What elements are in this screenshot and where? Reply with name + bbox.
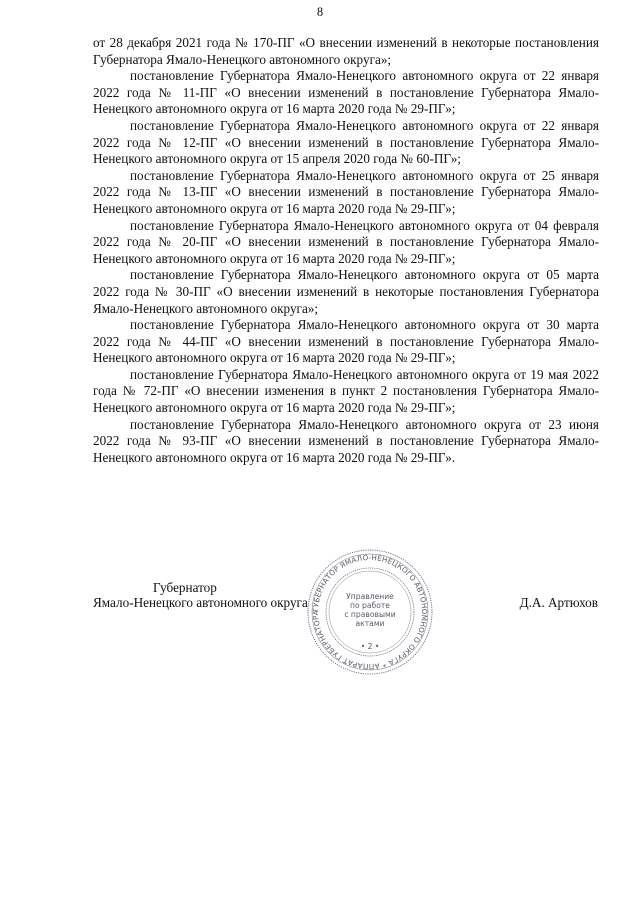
paragraph: постановление Губернатора Ямало-Ненецкого автономного округа от 22 января 2022 года № 12-ПГ «О внесении изменений в постановление Губернатора Ямало-Ненецкого автономного округа от 15 апреля 2020 года № 60-ПГ»; [93,117,599,167]
paragraph: постановление Губернатора Ямало-Ненецкого автономного округа от 05 марта 2022 года № 30-ПГ «О внесении изменений в некоторые постановления Губернатора Ямало-Ненецкого автономного округа»; [93,267,599,316]
paragraph: от 28 декабря 2021 года № 170-ПГ «О внесении изменений в некоторые постановления Губернатора Ямало-Ненецкого автономного округа»; [93,35,599,67]
seal-graphic [305,547,435,677]
signatory-organization: Ямало-Ненецкого автономного округа [93,595,308,610]
seal-ring-text: ГУБЕРНАТОР ЯМАЛО-НЕНЕЦКОГО АВТОНОМНОГО ОКРУГА * АППАРАТ ГУБЕРНАТОРА [310,552,430,672]
signatory-title: Губернатор [153,580,217,595]
paragraph: постановление Губернатора Ямало-Ненецкого автономного округа от 25 января 2022 года № 13-ПГ «О внесении изменений в постановление Губернатора Ямало-Ненецкого автономного округа от 16 марта 2020 года № 29-ПГ»; [93,167,599,216]
paragraph: постановление Губернатора Ямало-Ненецкого автономного округа от 23 июня 2022 года № 93-ПГ «О внесении изменений в постановление Губернатора Ямало-Ненецкого автономного округа от 16 марта 2020 года № 29-ПГ». [93,416,599,465]
seal-bottom-mark: • 2 • [360,642,380,651]
page-number: 8 [316,5,324,19]
official-seal [305,547,435,677]
paragraph: постановление Губернатора Ямало-Ненецкого автономного округа от 22 января 2022 года № 11-ПГ «О внесении изменений в постановление Губернатора Ямало-Ненецкого автономного округа от 16 марта 2020 года № 29-ПГ»; [93,68,599,117]
seal-center-line: актами [355,619,385,628]
seal-center-line: по работе [350,601,390,610]
signatory-name: Д.А. Артюхов [519,595,598,610]
document-body [93,35,599,466]
paragraph: постановление Губернатора Ямало-Ненецкого автономного округа от 04 февраля 2022 года № 20-ПГ «О внесении изменений в постановление Губернатора Ямало-Ненецкого автономного округа от 16 марта 2020 года № 29-ПГ»; [93,217,599,266]
seal-center-line: с правовыми [344,610,396,619]
paragraph: постановление Губернатора Ямало-Ненецкого автономного округа от 19 мая 2022 года № 72-ПГ «О внесении изменения в пункт 2 постановления Губернатора Ямало-Ненецкого автономного округа от 16 марта 2020 года № 29-ПГ»; [93,366,599,416]
seal-center-line: Управление [346,592,394,601]
paragraph: постановление Губернатора Ямало-Ненецкого автономного округа от 30 марта 2022 года № 44-ПГ «О внесении изменений в постановление Губернатора Ямало-Ненецкого автономного округа от 16 марта 2020 года № 29-ПГ»; [93,317,599,366]
